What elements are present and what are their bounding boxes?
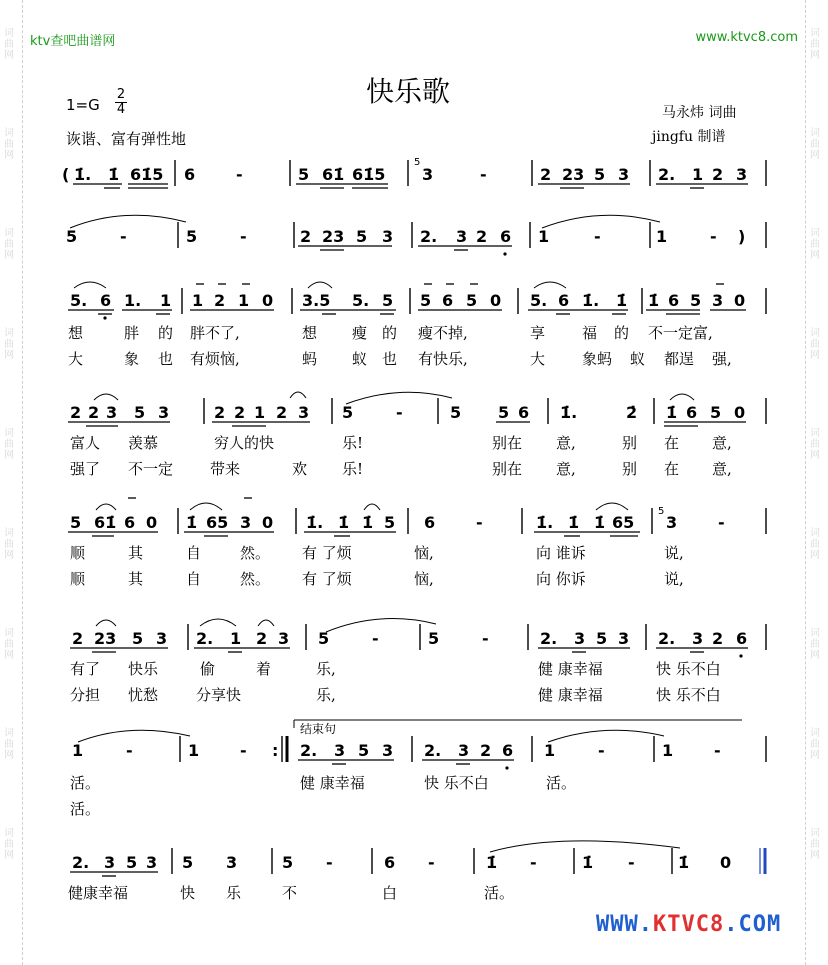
note: 1̇	[582, 853, 594, 872]
lyric: 享	[530, 324, 546, 342]
lyric: 欢	[292, 460, 308, 478]
lyric: 不一定	[128, 460, 174, 478]
lyric: 有快乐,	[418, 350, 468, 368]
key-signature: 1=G	[66, 96, 100, 114]
note: 5	[690, 291, 702, 310]
note: 3	[382, 741, 394, 760]
lyric: 羡慕	[128, 434, 159, 452]
side-watermark: 词曲网	[4, 428, 14, 461]
footer-logo[interactable]	[596, 912, 781, 937]
lyrics-row-7	[70, 774, 576, 818]
intro-close-paren: )	[738, 227, 746, 246]
note: 5	[358, 741, 370, 760]
side-watermark: 词曲网	[810, 228, 820, 261]
note: 1̇	[678, 853, 690, 872]
side-watermark: 词曲网	[810, 628, 820, 661]
note: 61̇	[322, 165, 345, 184]
lyric: 健 康幸福	[538, 660, 603, 678]
lyric: 瘦不掉,	[418, 324, 468, 342]
side-watermark: 词曲网	[4, 228, 14, 261]
octave-dot-low	[103, 316, 106, 319]
song-title: 快乐歌	[366, 75, 451, 108]
note: 3	[240, 513, 252, 532]
lyric: 自	[186, 570, 202, 588]
note: 5	[318, 629, 330, 648]
lyric: 有 了烦	[302, 570, 352, 588]
lyric: 乐	[226, 884, 242, 902]
lyric: 然。	[240, 570, 271, 588]
side-watermark: 词曲网	[4, 728, 14, 761]
note: 1	[662, 741, 674, 760]
note: 2.	[424, 741, 442, 760]
lyric: 蚂	[302, 350, 318, 368]
note: -	[240, 227, 247, 246]
lyric: 恼,	[414, 544, 434, 562]
note: 2	[214, 291, 226, 310]
lyric: 意,	[556, 434, 576, 452]
note: 3	[666, 513, 678, 532]
lyric: 快	[180, 884, 196, 902]
lyric: 乐,	[316, 660, 336, 678]
note: 1̇.	[74, 165, 92, 184]
lyric: 强了	[70, 460, 101, 478]
lyric: 胖	[124, 324, 140, 342]
lyric: 乐!	[342, 460, 364, 478]
lyric: 蚁	[352, 350, 368, 368]
note: 5	[356, 227, 368, 246]
note: 61̇5	[352, 165, 386, 184]
note: 1̇	[108, 165, 120, 184]
tempo-marking: 诙谐、富有弹性地	[66, 130, 187, 148]
note: 1̇	[486, 853, 498, 872]
note: 3	[104, 853, 116, 872]
octave-dot-low	[739, 654, 742, 657]
note: 2	[256, 629, 268, 648]
lyrics-row-4	[70, 434, 732, 478]
note: 1̇.	[306, 513, 324, 532]
lyric: 不一定富,	[648, 324, 713, 342]
lyric: 蚁	[630, 350, 646, 368]
note: 5	[132, 629, 144, 648]
note: 5	[710, 403, 722, 422]
note: 3	[158, 403, 170, 422]
lyrics-row-3	[68, 324, 732, 368]
note: 1̇	[362, 513, 374, 532]
tie-mark: 5	[414, 157, 421, 168]
repeat-sign: :	[272, 741, 279, 760]
side-watermark: 词曲网	[810, 428, 820, 461]
note: 1̇	[666, 403, 678, 422]
note: -	[326, 853, 333, 872]
note: 1̇	[594, 513, 606, 532]
note: 0	[146, 513, 158, 532]
note: 3	[456, 227, 468, 246]
note: 1	[238, 291, 250, 310]
note: 2.	[658, 629, 676, 648]
lyric: 快 乐不白	[656, 660, 721, 678]
note: 0	[262, 513, 274, 532]
lyrics-row-6	[70, 660, 721, 704]
note: 3	[422, 165, 434, 184]
side-watermark: 词曲网	[810, 728, 820, 761]
staff-row-3	[68, 282, 766, 320]
note: 5	[428, 629, 440, 648]
note: 5	[134, 403, 146, 422]
lyric: 有了	[70, 660, 101, 678]
note: 5	[466, 291, 478, 310]
note: 6	[518, 403, 530, 422]
lyric: 别在	[492, 460, 523, 478]
note: 2	[88, 403, 100, 422]
lyric: 瘦	[352, 324, 368, 342]
lyric: 象蚂	[582, 350, 613, 368]
note: 61̇	[94, 513, 117, 532]
note: 2.	[196, 629, 214, 648]
staff-row-7	[72, 720, 766, 770]
note: 1	[230, 629, 242, 648]
lyric: 忧愁	[128, 686, 159, 704]
ending-label: 结束句	[300, 722, 337, 736]
staff-row-4	[68, 392, 766, 426]
lyric: 恼,	[414, 570, 434, 588]
note: 3	[334, 741, 346, 760]
note: 6	[502, 741, 514, 760]
note: 2	[476, 227, 488, 246]
note: 5	[126, 853, 138, 872]
note: 1	[538, 227, 550, 246]
lyric: 分担	[70, 686, 101, 704]
octave-dot-low	[503, 252, 506, 255]
note: -	[530, 853, 537, 872]
note: 0	[720, 853, 732, 872]
staff-row-2	[66, 215, 766, 255]
note: 5	[182, 853, 194, 872]
note: -	[598, 741, 605, 760]
note: 3	[618, 629, 630, 648]
lyric: 乐,	[316, 686, 336, 704]
lyric: 活。	[70, 774, 101, 792]
lyric: 别	[622, 460, 638, 478]
staff-row-8	[70, 841, 765, 876]
side-watermark: 词曲网	[4, 28, 14, 61]
arranger-credit: jingfu 制谱	[652, 129, 726, 145]
note: -	[126, 741, 133, 760]
note: 1.	[124, 291, 142, 310]
lyric: 的	[158, 324, 174, 342]
note: 6	[558, 291, 570, 310]
lyricist-composer: 马永炜 词曲	[662, 105, 737, 121]
note: -	[714, 741, 721, 760]
note: -	[120, 227, 127, 246]
lyric: 想	[68, 324, 84, 342]
lyric: 福	[582, 324, 598, 342]
time-numerator: 2	[116, 87, 126, 102]
lyric: 说,	[664, 570, 684, 588]
logo-prefix: WWW.	[596, 912, 653, 937]
lyric: 都逞	[664, 350, 695, 368]
note: 2	[540, 165, 552, 184]
octave-dot-low	[505, 766, 508, 769]
note: 0	[262, 291, 274, 310]
note: 2	[480, 741, 492, 760]
staff-row-5	[68, 498, 766, 536]
side-watermark: 词曲网	[4, 528, 14, 561]
lyric: 富人	[70, 434, 101, 452]
note: 2	[712, 629, 724, 648]
note: 1	[160, 291, 172, 310]
lyric: 不	[282, 884, 298, 902]
time-denominator: 4	[116, 102, 126, 117]
lyric: 快 乐不白	[424, 774, 489, 792]
note: 61̇5	[130, 165, 164, 184]
note: 3	[574, 629, 586, 648]
note: -	[718, 513, 725, 532]
side-watermark: 词曲网	[4, 628, 14, 661]
logo-name: KTVC8	[652, 912, 725, 937]
side-watermark: 词曲网	[810, 28, 820, 61]
lyric: 着	[256, 660, 272, 678]
note: 0	[734, 291, 746, 310]
lyric: 活。	[484, 884, 515, 902]
note: 65	[612, 513, 635, 532]
note: -	[428, 853, 435, 872]
tie-mark: 5	[658, 506, 665, 517]
note: 3	[736, 165, 748, 184]
note: 3	[692, 629, 704, 648]
note: 23	[562, 165, 585, 184]
note: 2	[276, 403, 288, 422]
side-watermark: 词曲网	[4, 328, 14, 361]
lyric: 的	[382, 324, 398, 342]
note: 2	[72, 629, 84, 648]
note: 1	[192, 291, 204, 310]
lyric: 大	[530, 350, 546, 368]
note: 1	[72, 741, 84, 760]
lyric: 说,	[664, 544, 684, 562]
note: 1̇	[338, 513, 350, 532]
note: 3	[458, 741, 470, 760]
note: 1	[254, 403, 266, 422]
lyric: 意,	[712, 434, 732, 452]
note: 23	[94, 629, 117, 648]
site-brand-left[interactable]: ktv查吧曲谱网	[30, 34, 116, 49]
note: 5	[66, 227, 78, 246]
note: -	[372, 629, 379, 648]
note: 2	[300, 227, 312, 246]
intro-paren: (	[62, 165, 70, 184]
staff-row-6	[70, 619, 766, 658]
lyric: 象	[124, 350, 140, 368]
note: -	[480, 165, 487, 184]
lyric: 穷人的快	[214, 434, 275, 452]
note: 3	[106, 403, 118, 422]
side-watermark: 词曲网	[4, 128, 14, 161]
side-watermark: 词曲网	[810, 128, 820, 161]
site-brand-right[interactable]: www.ktvc8.com	[695, 30, 798, 45]
note: -	[628, 853, 635, 872]
lyric: 大	[68, 350, 84, 368]
note: 1	[544, 741, 556, 760]
note: 1	[656, 227, 668, 246]
lyric: 偷	[200, 660, 216, 678]
note: 6	[100, 291, 112, 310]
note: 6	[442, 291, 454, 310]
note: 3	[146, 853, 158, 872]
note: 2.	[420, 227, 438, 246]
lyric: 健 康幸福	[538, 686, 603, 704]
lyric: 在	[664, 460, 680, 478]
note: 5	[596, 629, 608, 648]
lyric: 顺	[70, 570, 86, 588]
note: 5	[282, 853, 294, 872]
note: 2.	[540, 629, 558, 648]
note: 3	[618, 165, 630, 184]
note: 2.	[300, 741, 318, 760]
note: 2.	[72, 853, 90, 872]
note: 5	[594, 165, 606, 184]
note: 3	[278, 629, 290, 648]
note: 3	[712, 291, 724, 310]
note: 0	[734, 403, 746, 422]
note: 6	[736, 629, 748, 648]
lyrics-row-5	[70, 544, 684, 588]
note: 1̇	[616, 291, 628, 310]
note: 5.	[70, 291, 88, 310]
lyrics-row-8	[68, 884, 514, 902]
note: 5	[384, 513, 396, 532]
lyric: 的	[614, 324, 630, 342]
note: -	[594, 227, 601, 246]
lyric: 想	[302, 324, 318, 342]
lyric: 意,	[712, 460, 732, 478]
lyric: 活。	[546, 774, 577, 792]
lyric: 别在	[492, 434, 523, 452]
note: 2	[214, 403, 226, 422]
note: 5	[298, 165, 310, 184]
lyric: 意,	[556, 460, 576, 478]
note: 1̇	[568, 513, 580, 532]
note: -	[476, 513, 483, 532]
note: 23	[322, 227, 345, 246]
lyric: 也	[158, 350, 174, 368]
note: 6	[384, 853, 396, 872]
lyric: 然。	[240, 544, 271, 562]
logo-suffix: .COM	[724, 912, 782, 937]
note: 5	[420, 291, 432, 310]
note: 6	[124, 513, 136, 532]
lyric: 快 乐不白	[656, 686, 721, 704]
note: 3	[382, 227, 394, 246]
staff-row-1	[62, 157, 766, 188]
lyric: 健康幸福	[68, 884, 129, 902]
note: 2	[712, 165, 724, 184]
lyric: 带来	[210, 460, 241, 478]
note: -	[396, 403, 403, 422]
note: 1̇.	[536, 513, 554, 532]
note: 0	[490, 291, 502, 310]
note: 1̇.	[560, 403, 578, 422]
note: 5.	[352, 291, 370, 310]
note: 2.	[658, 165, 676, 184]
note: 6	[424, 513, 436, 532]
note: 5.	[530, 291, 548, 310]
lyric: 白	[382, 884, 398, 902]
note: 65	[206, 513, 229, 532]
note: 5	[186, 227, 198, 246]
note: 2	[234, 403, 246, 422]
note: 5	[70, 513, 82, 532]
note: 5	[342, 403, 354, 422]
lyric: 别	[622, 434, 638, 452]
lyric: 分享快	[196, 686, 242, 704]
lyric: 活。	[70, 800, 101, 818]
note: 6	[668, 291, 680, 310]
side-watermark: 词曲网	[810, 828, 820, 861]
note: 1	[188, 741, 200, 760]
note: 3	[156, 629, 168, 648]
lyric: 向 谁诉	[536, 544, 586, 562]
lyric: 自	[186, 544, 202, 562]
lyric: 有 了烦	[302, 544, 352, 562]
lyric: 其	[128, 570, 144, 588]
lyric: 有烦恼,	[190, 350, 240, 368]
note: 6	[184, 165, 196, 184]
note: 2̇	[626, 403, 638, 422]
lyric: 强,	[712, 350, 732, 368]
note: 5	[450, 403, 462, 422]
note: 3	[298, 403, 310, 422]
note: 3.5	[302, 291, 331, 310]
note: 1̇.	[582, 291, 600, 310]
note: 3	[226, 853, 238, 872]
note: -	[236, 165, 243, 184]
side-watermark: 词曲网	[4, 828, 14, 861]
lyric: 快乐	[128, 660, 159, 678]
note: 1	[692, 165, 704, 184]
note: 1̇	[648, 291, 660, 310]
note: 2	[70, 403, 82, 422]
note: -	[482, 629, 489, 648]
side-watermark: 词曲网	[810, 328, 820, 361]
lyric: 也	[382, 350, 398, 368]
lyric: 胖不了,	[190, 324, 240, 342]
lyric: 健 康幸福	[300, 774, 365, 792]
lyric: 向 你诉	[536, 570, 586, 588]
note: 5	[498, 403, 510, 422]
side-watermark: 词曲网	[810, 528, 820, 561]
lyric: 乐!	[342, 434, 364, 452]
note: 6	[686, 403, 698, 422]
note: 6	[500, 227, 512, 246]
lyric: 在	[664, 434, 680, 452]
lyric: 顺	[70, 544, 86, 562]
note: -	[710, 227, 717, 246]
note: 1̇	[186, 513, 198, 532]
note: 5	[382, 291, 394, 310]
lyric: 其	[128, 544, 144, 562]
note: -	[240, 741, 247, 760]
